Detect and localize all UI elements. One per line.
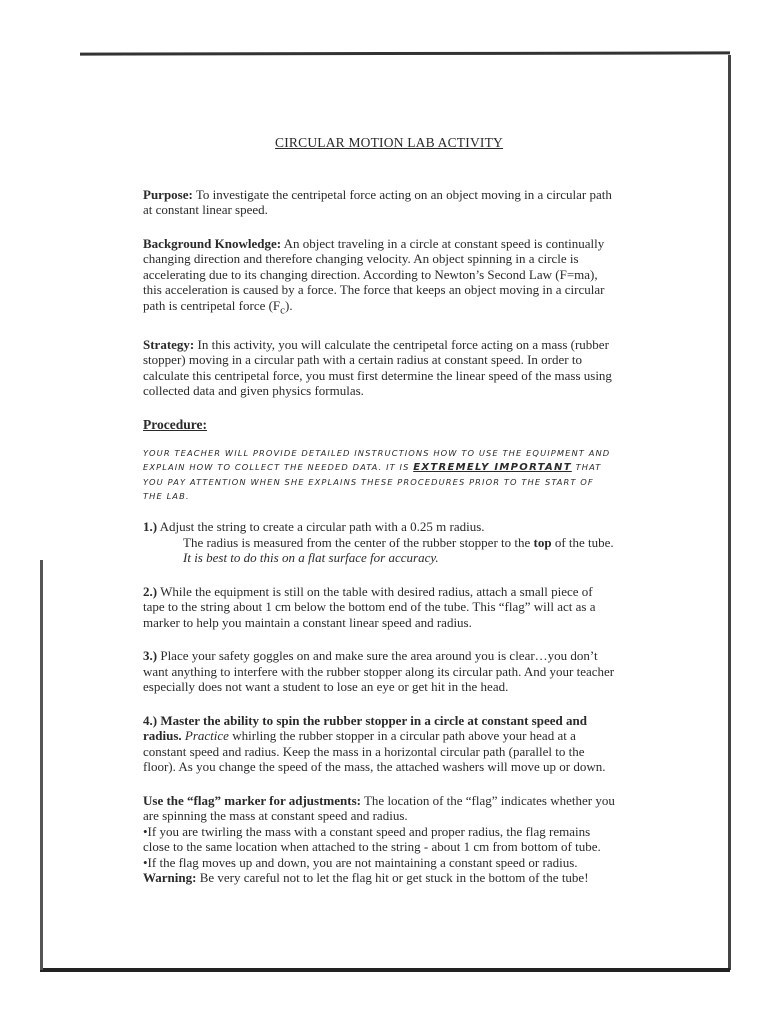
step-1-line2a: The radius is measured from the center of the rubber stopper to the: [183, 534, 534, 550]
step-4-practice: Practice: [181, 728, 229, 744]
step-4: [143, 713, 615, 775]
warning-label: Warning:: [143, 870, 197, 886]
scan-border-bottom: [40, 968, 730, 972]
flag-bullet-2: •If the flag moves up and down, you are not maintaining a constant speed or radius.: [143, 854, 578, 870]
background-paragraph: [143, 236, 615, 319]
purpose-label: Purpose:: [143, 186, 193, 202]
flag-intro: [143, 793, 615, 824]
strategy-paragraph: [143, 337, 615, 399]
step-1-line2: [143, 535, 615, 566]
teacher-note: [143, 446, 615, 503]
step-1-line1: [143, 519, 615, 535]
step-3-text: Place your safety goggles on and make sure the area around you is clear…you don’t want anything to interfere with the rubber stopper along its circular path. And your teacher especially does not want a student to lose an eye or get hit in the head.: [143, 648, 615, 695]
note-part2: THAT YOU PAY ATTENTION WHEN SHE EXPLAINS THESE PROCEDURES PRIOR TO THE START OF THE LAB.: [143, 462, 602, 502]
scan-border-right: [728, 55, 731, 970]
background-subscript: c: [280, 304, 285, 317]
step-2: [143, 584, 615, 631]
scan-border-left: [40, 560, 43, 970]
step-2-number: 2.): [143, 583, 158, 599]
flag-label: Use the “flag” marker for adjustments:: [143, 792, 361, 808]
scan-border-top: [80, 51, 730, 55]
step-1-text: Adjust the string to create a circular path with a 0.25 m radius.: [157, 519, 485, 535]
step-3-number: 3.): [143, 648, 158, 664]
background-label: Background Knowledge:: [143, 235, 282, 251]
step-4-bold: Master the ability to spin the rubber stopper in a circle at constant speed and radius.: [143, 712, 587, 744]
step-1-line2c: of the tube.: [551, 534, 614, 550]
document-title: CIRCULAR MOTION LAB ACTIVITY: [275, 135, 503, 150]
purpose-text: To investigate the centripetal force acting on an object moving in a circular path at constant linear speed.: [143, 186, 612, 217]
background-end: ).: [284, 297, 293, 313]
note-emphasis: EXTREMELY IMPORTANT: [413, 462, 572, 474]
purpose-paragraph: [143, 187, 615, 218]
step-1-tip: It is best to do this on a flat surface for accuracy.: [183, 550, 439, 566]
strategy-label: Strategy:: [143, 336, 195, 352]
document-page: [143, 135, 615, 904]
step-4-text: whirling the rubber stopper in a circular path above your head at a constant speed and radius. Keep the mass in a horizontal circular path (parallel to the floor). As you change the speed of the mass, the attached washers will move up or down.: [143, 728, 606, 775]
step-2-text: While the equipment is still on the table with desired radius, attach a small piece of tape to the string about 1 cm below the bottom end of the tube. This “flag” will act as a marker to help you maintain a constant linear speed and radius.: [143, 583, 596, 630]
flag-text: The location of the “flag” indicates whether you are spinning the mass at constant speed and radius.: [143, 792, 615, 824]
flag-section: [143, 793, 615, 886]
note-part1: YOUR TEACHER WILL PROVIDE DETAILED INSTRUCTIONS HOW TO USE THE EQUIPMENT AND EXPLAIN HOW TO COLLECT THE NEEDED DATA. IT IS: [143, 448, 611, 473]
step-1-number: 1.): [143, 519, 158, 535]
warning-line: [143, 870, 615, 886]
flag-bullet-1: •If you are twirling the mass with a constant speed and proper radius, the flag remains close to the same location when attached to the string - about 1 cm from bottom of tube.: [143, 823, 601, 855]
step-1: [143, 519, 615, 566]
warning-text: Be very careful not to let the flag hit or get stuck in the bottom of the tube!: [196, 870, 589, 886]
step-1-top-word: top: [533, 534, 552, 550]
step-4-number: 4.): [143, 712, 158, 728]
background-text: An object traveling in a circle at constant speed is continually changing direction and therefore changing velocity. An object spinning in a circle is accelerating due to its changing direction. According to Newton’s Second Law (F=ma), this acceleration is caused by a force. The force that keeps an object moving in a circular path is centripetal force (F: [143, 235, 605, 313]
strategy-text: In this activity, you will calculate the centripetal force acting on a mass (rubber stopper) moving in a circular path with a certain radius at constant speed. In order to calculate this centripetal force, you must first determine the linear speed of the mass using collected data and given physics formulas.: [143, 336, 612, 399]
step-3: [143, 648, 615, 695]
procedure-heading: Procedure:: [143, 416, 207, 432]
